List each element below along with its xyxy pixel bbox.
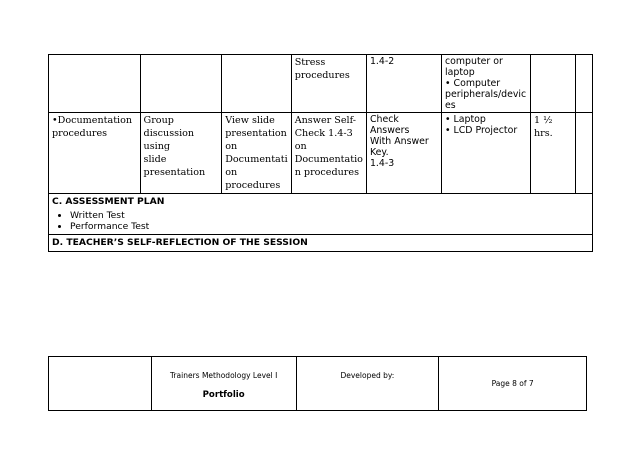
cell-line: computer or bbox=[445, 56, 503, 67]
self-reflection-heading: D. TEACHER’S SELF-REFLECTION OF THE SESSION bbox=[49, 235, 593, 252]
cell-line: presentation bbox=[143, 167, 206, 178]
footer-course-cell bbox=[151, 357, 296, 411]
cell-line: 1.4-3 bbox=[369, 158, 395, 169]
footer-table bbox=[48, 356, 587, 411]
cell-line: With Answer bbox=[369, 136, 429, 147]
cell-line: slide bbox=[143, 154, 167, 165]
cell-line: procedures bbox=[294, 70, 350, 81]
cell-line: presentation bbox=[225, 128, 287, 139]
cell-line: Documentatio bbox=[294, 154, 363, 165]
session-plan-table bbox=[48, 54, 593, 252]
cell-line: • Computer bbox=[445, 78, 501, 89]
cell-r1-c2 bbox=[140, 55, 222, 113]
cell-r1-c7 bbox=[530, 55, 575, 113]
cell-r2-c4 bbox=[291, 113, 366, 194]
cell-line: Check Answers bbox=[369, 114, 410, 136]
cell-r1-c3 bbox=[222, 55, 291, 113]
footer-portfolio-label: Portfolio bbox=[202, 390, 245, 400]
cell-r2-c5 bbox=[366, 113, 441, 194]
table-row bbox=[49, 55, 593, 113]
cell-r1-c4 bbox=[291, 55, 366, 113]
self-reflection-row bbox=[49, 235, 593, 252]
cell-line: Answer Self- bbox=[294, 115, 357, 126]
cell-r2-c3 bbox=[222, 113, 291, 194]
footer-course-title: Trainers Methodology Level I bbox=[169, 371, 278, 380]
page-number: Page 8 of 7 bbox=[491, 379, 534, 388]
cell-r1-c6 bbox=[442, 55, 531, 113]
cell-line: procedures bbox=[52, 128, 108, 139]
list-item: • Performance Test bbox=[70, 221, 589, 232]
cell-r2-c7 bbox=[530, 113, 575, 194]
footer-page-cell bbox=[439, 357, 587, 411]
cell-line: on bbox=[225, 141, 238, 152]
cell-line: 1 ½ hrs. bbox=[533, 115, 553, 139]
assessment-list bbox=[70, 210, 589, 232]
list-item: • Written Test bbox=[70, 210, 589, 221]
cell-line: procedures bbox=[225, 180, 281, 191]
cell-r2-c8 bbox=[575, 113, 592, 194]
assessment-plan-heading: C. ASSESSMENT PLAN bbox=[52, 196, 165, 207]
cell-r2-c1 bbox=[49, 113, 141, 194]
assessment-plan-cell bbox=[49, 194, 593, 235]
table-row bbox=[49, 113, 593, 194]
footer-blank-cell bbox=[49, 357, 152, 411]
cell-line: peripherals/devic bbox=[445, 89, 527, 100]
cell-r1-c5 bbox=[366, 55, 441, 113]
cell-line: discussion using bbox=[143, 128, 195, 152]
cell-r1-c8 bbox=[575, 55, 592, 113]
cell-line: Check 1.4-3 bbox=[294, 128, 353, 139]
cell-line: Group bbox=[143, 115, 174, 126]
cell-line: • Laptop bbox=[445, 114, 486, 125]
cell-line: Documentati bbox=[225, 154, 288, 165]
cell-line: laptop bbox=[445, 67, 475, 78]
footer-developed-by: Developed by: bbox=[340, 371, 395, 380]
cell-line: Key. bbox=[369, 147, 389, 158]
cell-line: on bbox=[225, 167, 238, 178]
cell-r2-c2 bbox=[140, 113, 222, 194]
footer-row bbox=[49, 357, 587, 411]
cell-line: View slide bbox=[225, 115, 275, 126]
cell-line: • LCD Projector bbox=[445, 125, 518, 136]
cell-line: n procedures bbox=[294, 167, 359, 178]
cell-line: es bbox=[445, 100, 456, 111]
cell-r1-c1 bbox=[49, 55, 141, 113]
cell-line: on bbox=[294, 141, 307, 152]
cell-line: •Documentation bbox=[52, 115, 133, 126]
cell-line: Stress bbox=[294, 57, 326, 68]
assessment-plan-row bbox=[49, 194, 593, 235]
cell-r2-c6 bbox=[442, 113, 531, 194]
cell-line: 1.4-2 bbox=[369, 56, 395, 67]
footer-developed-cell bbox=[296, 357, 439, 411]
